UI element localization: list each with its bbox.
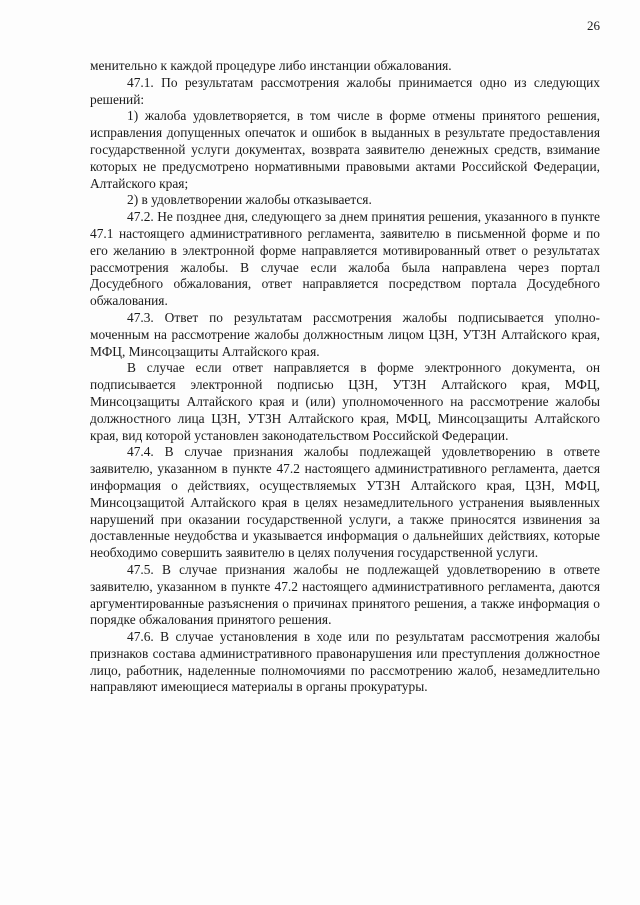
- paragraph-47-1-item-1: 1) жалоба удовлетворяется, в том числе в форме отмены принятого решения, исправления допущенных опечаток и ошибок в выданных в результате предоставления государственной услуги документах, возврата заявителю денежных средств, взимание которых не предусмотрено нормативными правовыми актами Российской Федерации, Алтайского края;: [90, 108, 600, 191]
- document-body: [90, 58, 600, 696]
- page-number: 26: [587, 18, 600, 33]
- paragraph-47-2: 47.2. Не позднее дня, следующего за днем принятия решения, указанного в пункте 47.1 настоящего административного регламента, заявителю в письменной форме и по его желанию в электронной форме направляется мотивированный ответ о результатах рассмотрения жалобы. В случае если жалоба была направлена через портал Досудебного обжалования, ответ направляется посредством портала Досудебного обжалования.: [90, 209, 600, 309]
- paragraph-47-6: 47.6. В случае установления в ходе или по результатам рассмотрения жалобы признаков состава административного правонарушения или преступления должностное лицо, работник, наделенные полномочиями по рассмотрению жалоб, незамедлительно направляют имеющиеся материалы в органы прокуратуры.: [90, 629, 600, 695]
- paragraph-47-3-electronic: В случае если ответ направляется в форме электронного документа, он подписывается электронной подписью ЦЗН, УТЗН Алтайского края, МФЦ, Минсоцзащиты Алтайского края и (или) уполномоченного на рассмотрение жалобы должностного лица ЦЗН, УТЗН Алтайского края, МФЦ, Минсоцзащиты Алтайского края, вид которой установлен законодательством Российской Федерации.: [90, 360, 600, 443]
- paragraph-47-4: 47.4. В случае признания жалобы подлежащей удовлетворению в ответе заявителю, указанном в пункте 47.2 настоящего административного регламента, дается информация о действиях, осуществляемых УТЗН Алтайского края, ЦЗН, МФЦ, Минсоцзащитой Алтайского края в целях незамедлительного устранения выявленных нарушений при оказании государственной услуги, а также приносятся извинения за доставленные неудобства и указывается информация о дальнейших действиях, которые необходимо совершить заявителю в целях получения государственной услуги.: [90, 444, 600, 561]
- paragraph-47-3: 47.3. Ответ по результатам рассмотрения жалобы подписывается уполномоченным на рассмотрение жалобы должностным лицом ЦЗН, УТЗН Алтайского края, МФЦ, Минсоцзащиты Алтайского края.: [90, 309, 600, 359]
- paragraph-47-1-item-2: 2) в удовлетворении жалобы отказывается.: [127, 192, 372, 208]
- paragraph-47-1: 47.1. По результатам рассмотрения жалобы принимается одно из следующих решений:: [90, 74, 600, 107]
- paragraph-continuation: менительно к каждой процедуре либо инстанции обжалования.: [90, 58, 452, 73]
- paragraph-47-5: 47.5. В случае признания жалобы не подлежащей удовлетворению в ответе заявителю, указанном в пункте 47.2 настоящего административного регламента, даются аргументированные разъяснения о причинах принятого решения, а также информация о порядке обжалования принятого решения.: [90, 561, 600, 628]
